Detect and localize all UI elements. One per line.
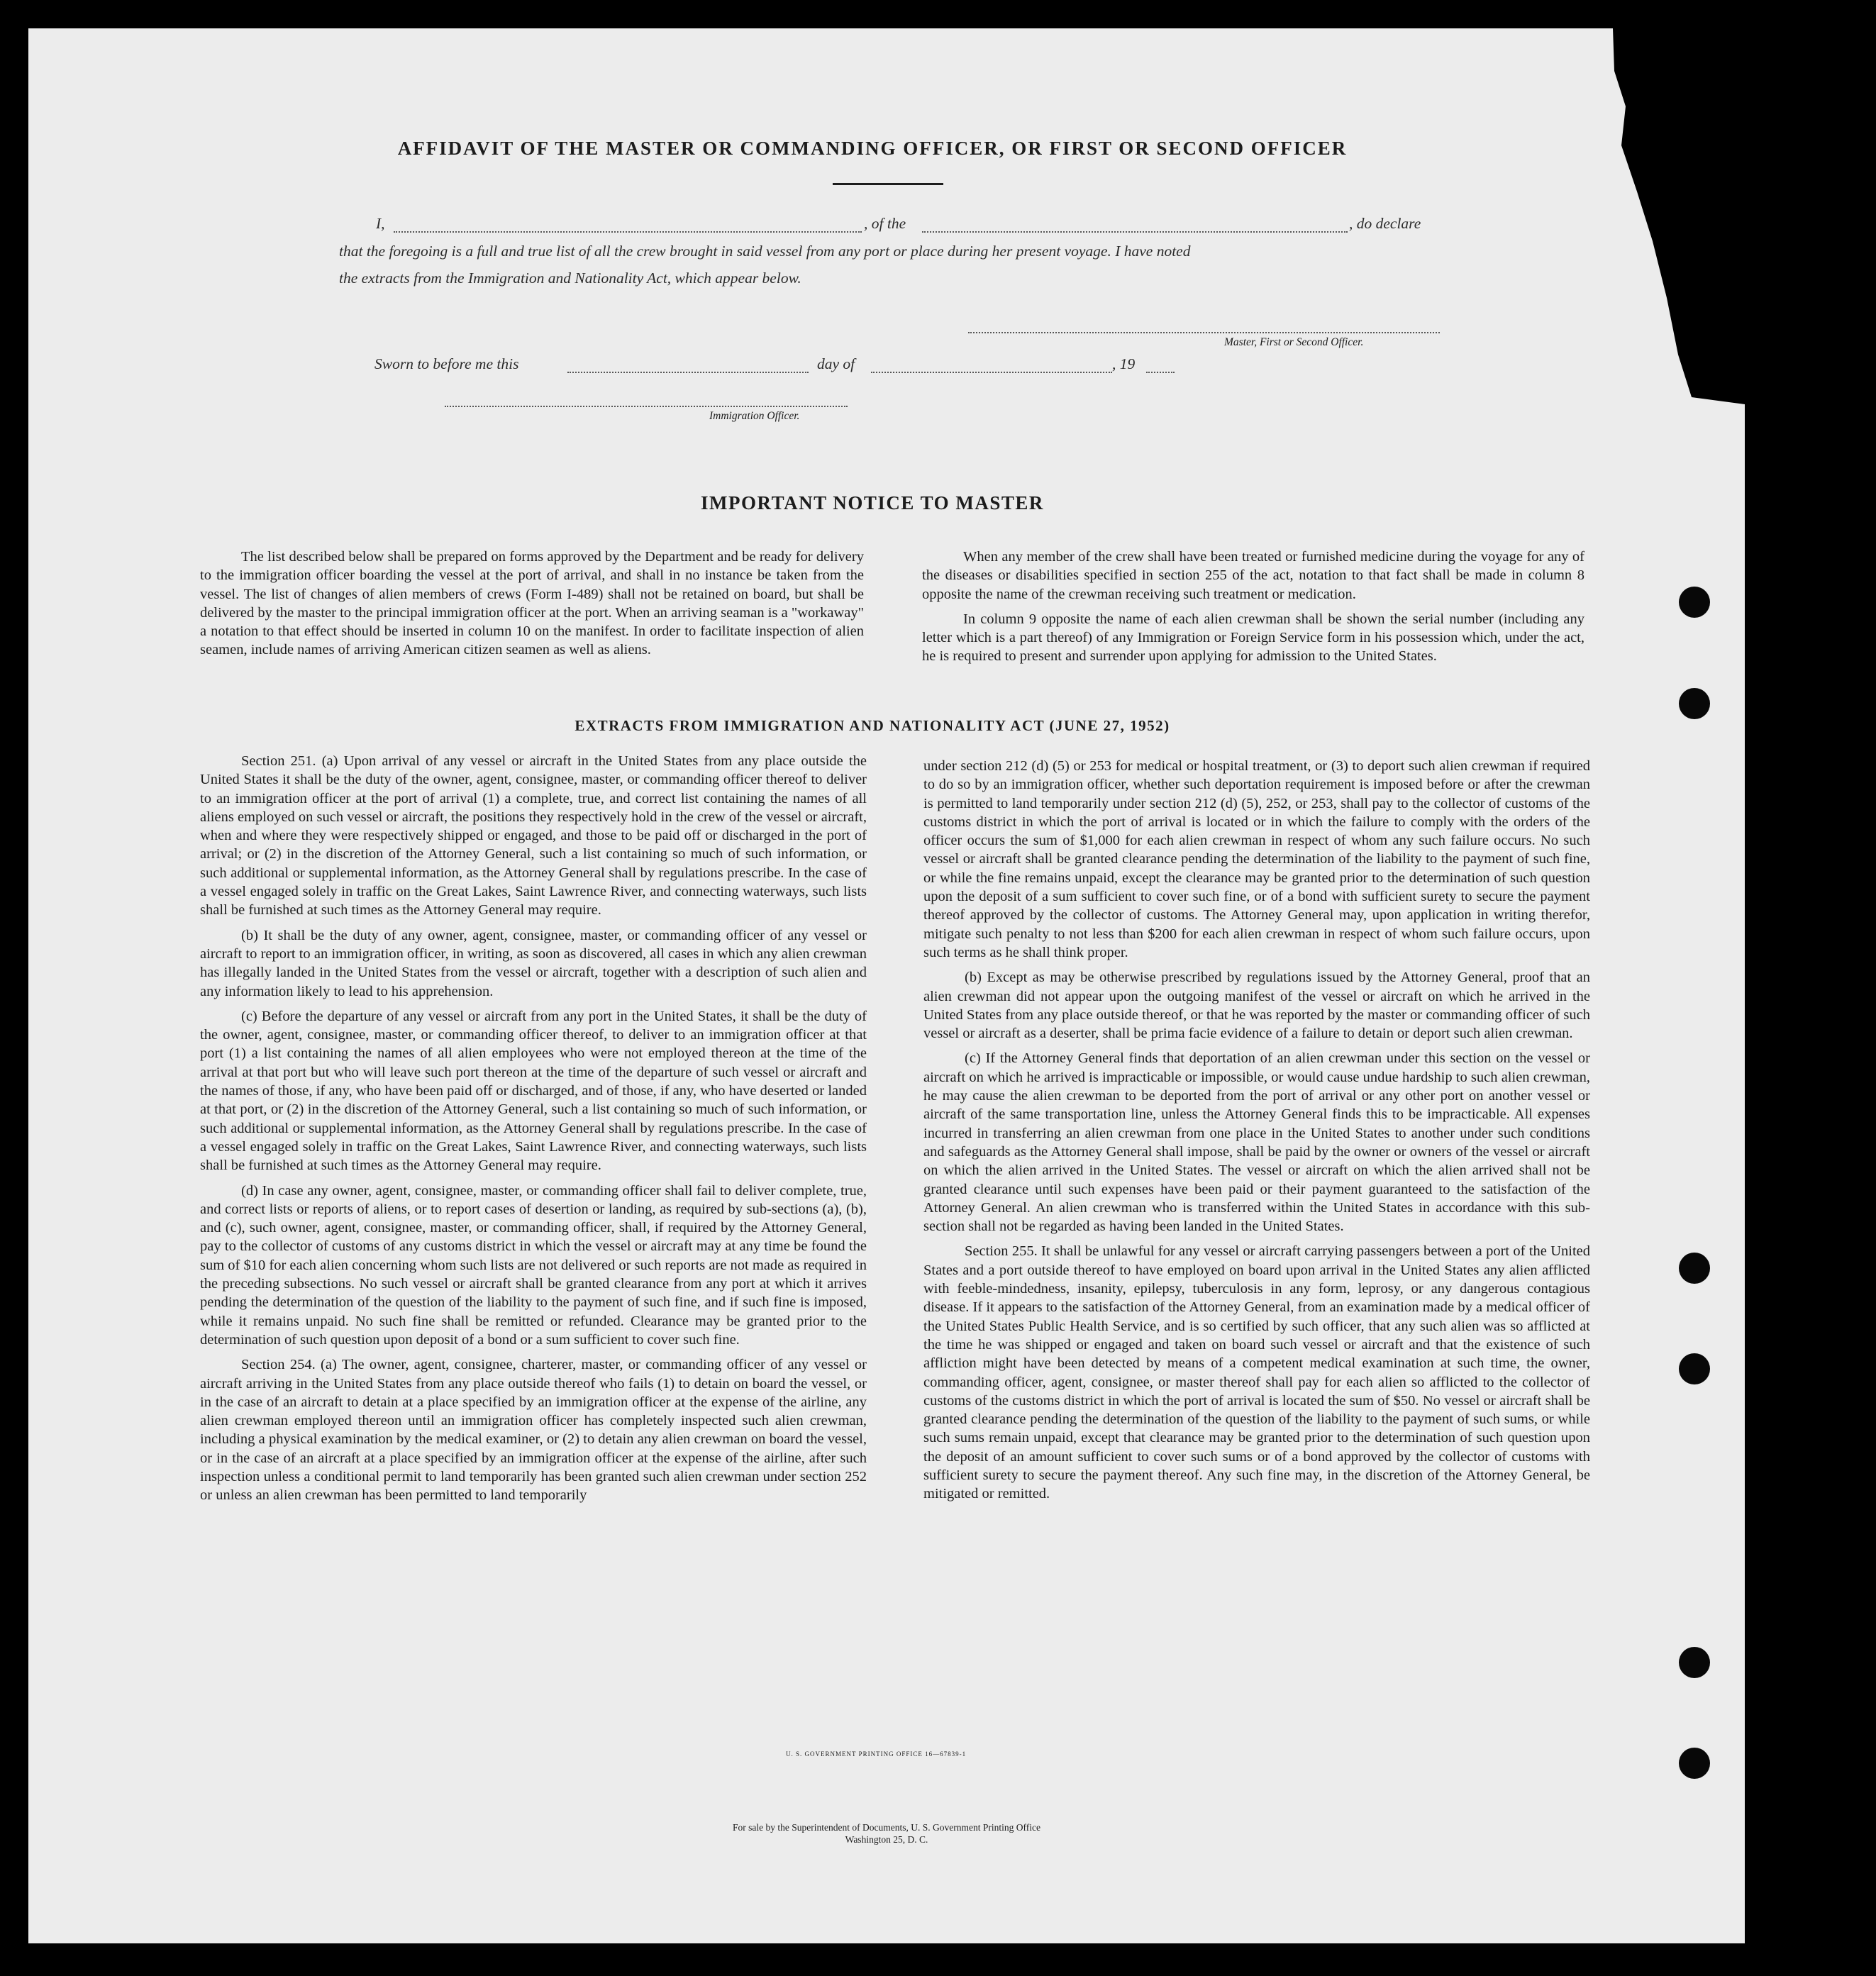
sworn-label: Sworn to before me this: [374, 355, 519, 372]
declaration-line-2: that the foregoing is a full and true list of all the crew brought in said vessel from any port or place during her present voyage. I have noted: [339, 243, 1191, 260]
act-paragraph: under section 212 (d) (5) or 253 for medical or hospital treatment, or (3) to deport such alien crewman if required to do so by an immigration officer, whether such deportation requirement is imposed before or after the crewman is permitted to land temporarily under section 212 (d) (5), 252, or 253, shall pay to the collector of customs of the customs district in which the port of arrival is located or in which the failure to comply with the orders of the officer occurs the sum of $1,000 for each alien crewman in respect of whom any such failure occurs. No such vessel or aircraft shall be granted clearance pending the determination of the liability to the payment of such fine, or while the fine remains unpaid, except the clearance may be granted prior to the determination of such question upon the deposit of a sum sufficient to cover such fine, or of a bond with sufficient surety to secure the payment thereof approved by the collector of customs. The Attorney General may, upon application in writing therefor, mitigate such penalty to not less than $200 for each alien crewman in respect of whom such failure occurs, upon such terms as he shall think proper.: [923, 758, 1590, 960]
binder-hole: [1679, 1353, 1710, 1384]
name-line: [394, 231, 862, 233]
binder-hole: [1679, 1647, 1710, 1678]
extracts-right-column: [923, 757, 1590, 1510]
act-paragraph: (c) If the Attorney General finds that deportation of an alien crewman under this section on the vessel or aircraft on which he arrived is impracticable or impossible, or would cause undue hardship to such alien crewman, he may cause the alien crewman to be deported from the port of arrival or any other port on another vessel or aircraft of the same transportation line, unless the Attorney General finds this to be impracticable. All expenses incurred in transferring an alien crewman from one place in the United States to another under such conditions and safeguards as the Attorney General shall impose, shall be paid by the owner or owners of the vessel or aircraft on which the alien arrived in the United States. The vessel or aircraft on which the alien arrived shall not be granted clearance until such expenses have been paid or their payment guaranteed to the satisfaction of the Attorney General. An alien crewman who is transferred within the United States in accordance with this sub-section shall not be regarded as having been landed in the United States.: [923, 1050, 1590, 1235]
binder-hole: [1679, 1253, 1710, 1284]
declare-of-label: , of the: [864, 215, 906, 232]
notice-title: IMPORTANT NOTICE TO MASTER: [701, 492, 1044, 514]
act-paragraph: (d) In case any owner, agent, consignee, master, or commanding officer shall fail to deliver complete, true, and correct lists or reports of aliens, or to report cases of desertion or landing, as required by sub-sections (a), (b), and (c), such owner, agent, consignee, master, or commanding officer, shall, if required by the Attorney General, pay to the collector of customs of any customs district in which the vessel or aircraft may at any time be found the sum of $10 for each alien concerning whom such lists are not delivered or such reports are not made as required in the preceding subsections. No such vessel or aircraft shall be granted clearance from any port at which it arrives pending the determination of the question of the liability to the payment of such fine, and if such fine is imposed, while it remains unpaid. No such fine shall be remitted or refunded. Clearance may be granted prior to the determination of such question upon deposit of a bond or a sum sufficient to cover such fine.: [200, 1182, 867, 1348]
year-label: , 19: [1112, 355, 1136, 372]
officer-caption: Immigration Officer.: [709, 410, 800, 422]
extracts-left-column: [200, 752, 867, 1511]
master-caption: Master, First or Second Officer.: [1224, 336, 1364, 348]
binder-hole: [1679, 688, 1710, 719]
act-paragraph: Section 255. It shall be unlawful for any vessel or aircraft carrying passengers between a port of the United States and a port outside thereof to have employed on board upon arrival in the United States any alien afflicted with feeble-mindedness, insanity, epilepsy, tuberculosis in any form, leprosy, or any dangerous contagious disease. If it appears to the satisfaction of the Attorney General, from an examination made by a medical officer of the United States Public Health Service, and is so certified by such officer, that any such alien was so afflicted at the time he was shipped or engaged and taken on board such vessel or aircraft and that the existence of such affliction might have been detected by means of a competent medical examination at such time, the owner, commanding officer, agent, consignee, or master thereof shall pay for each alien so afflicted to the collector of customs of the customs district in which the port of arrival is located the sum of $50. No vessel or aircraft shall be granted clearance pending the determination of the question of the liability to the payment of such sums, or while such sums remain unpaid, except that clearance may be granted prior to the determination of such question upon the deposit of an amount sufficient to cover such sums or of a bond approved by the collector of customs with sufficient surety to secure the payment thereof. Any such fine may, in the discretion of the Attorney General, be mitigated or remitted.: [923, 1243, 1590, 1502]
notice-left-column: [200, 548, 864, 666]
declare-i-label: I,: [376, 215, 385, 232]
act-paragraph: (b) It shall be the duty of any owner, agent, consignee, master, or commanding officer of any vessel or aircraft to report to an immigration officer, in writing, as soon as discovered, all cases in which any alien crewman has illegally landed in the United States from the vessel or aircraft, together with a description of such alien and any information likely to lead to his apprehension.: [200, 927, 867, 999]
title-rule: [833, 183, 943, 185]
notice-paragraph: In column 9 opposite the name of each alien crewman shall be shown the serial number (including any letter which is a part thereof) of any Immigration or Foreign Service form in his possession which, under the act, he is required to present and surrender upon applying for admission to the United States.: [922, 611, 1584, 665]
master-signature-line: [968, 332, 1440, 333]
sale-notice: [638, 1821, 1135, 1845]
notice-right-column: [922, 548, 1584, 672]
binder-hole: [1679, 587, 1710, 618]
sworn-month-line: [871, 372, 1112, 373]
declare-label: , do declare: [1349, 215, 1421, 232]
extracts-title: EXTRACTS FROM IMMIGRATION AND NATIONALITY ACT (JUNE 27, 1952): [575, 717, 1170, 734]
sale-line-1: For sale by the Superintendent of Documents, U. S. Government Printing Office: [733, 1822, 1040, 1833]
act-paragraph: (c) Before the departure of any vessel or aircraft from any port in the United States, it shall be the duty of the owner, agent, consignee, master, or commanding officer thereof, to deliver to an immigration officer at that port (1) a list containing the names of all alien employees who were not employed thereon at the time of the arrival at that port but who will leave such port thereon at the time of the departure of such vessel or aircraft and the names of those, if any, who have been paid off or discharged, and of those, if any, who have deserted or landed at that port, or (2) in the discretion of the Attorney General, such a list containing so much of such information, or such additional or supplemental information, as the Attorney General shall by regulations prescribe. In the case of a vessel engaged solely in traffic on the Great Lakes, Saint Lawrence River, and connecting waterways, such lists shall be furnished at such times as the Attorney General may require.: [200, 1008, 867, 1174]
sale-line-2: Washington 25, D. C.: [845, 1834, 928, 1845]
officer-signature-line: [445, 406, 848, 407]
printer-imprint: U. S. GOVERNMENT PRINTING OFFICE 16—67839-1: [786, 1750, 967, 1758]
act-paragraph: (b) Except as may be otherwise prescribed by regulations issued by the Attorney General, proof that an alien crewman did not appear upon the outgoing manifest of the vessel or aircraft on which he arrived in the United States from any place outside thereof, or that he was reported by the master or commanding officer of such vessel or aircraft as a deserter, shall be prima facie evidence of a failure to detain or deport such alien crewman.: [923, 970, 1590, 1042]
notice-paragraph: The list described below shall be prepared on forms approved by the Department and be ready for delivery to the immigration officer boarding the vessel at the port of arrival, and shall in no instance be taken from the vessel. The list of changes of alien members of crews (Form I-489) shall not be retained on board, but shall be delivered by the master to the principal immigration officer at the port. When an arriving seaman is a "workaway" a notation to that effect should be inserted in column 10 on the manifest. In order to facilitate inspection of alien seamen, include names of arriving American citizen seamen as well as aliens.: [200, 549, 864, 658]
declaration-line-3: the extracts from the Immigration and Nationality Act, which appear below.: [339, 270, 801, 287]
notice-paragraph: When any member of the crew shall have been treated or furnished medicine during the voyage for any of the diseases or disabilities specified in section 255 of the act, notation to that fact shall be made in column 8 opposite the name of the crewman receiving such treatment or medication.: [922, 549, 1584, 602]
act-paragraph: Section 254. (a) The owner, agent, consignee, charterer, master, or commanding officer of any vessel or aircraft arriving in the United States from any place outside thereof who fails (1) to detain on board the vessel, or in the case of an aircraft to detain at a place specified by an immigration officer at the expense of the airline, any alien crewman employed thereon until an immigration officer has completely inspected such alien crewman, including a physical examination by the medical examiner, or (2) to detain any alien crewman on board the vessel, or in the case of an aircraft at a place specified by an immigration officer at the expense of the airline, after such inspection unless a conditional permit to land temporarily has been granted such alien crewman under section 252 or unless an alien crewman has been permitted to land temporarily: [200, 1357, 867, 1504]
sworn-year-line: [1146, 372, 1175, 373]
act-paragraph: Section 251. (a) Upon arrival of any vessel or aircraft in the United States from any place outside the United States it shall be the duty of the owner, agent, consignee, master, or commanding officer thereof to deliver to an immigration officer at the port of arrival (1) a complete, true, and correct list containing the names of all aliens employed on such vessel or aircraft, the positions they respectively hold in the crew of the vessel or aircraft, when and where they were respectively shipped or engaged, and those to be paid off or discharged in the port of arrival; or (2) in the discretion of the Attorney General, such a list containing so much of such information, or such additional or supplemental information, as the Attorney General shall by regulations prescribe. In the case of a vessel engaged solely in traffic on the Great Lakes, Saint Lawrence River, and connecting waterways, such lists shall be furnished at such times as the Attorney General may require.: [200, 753, 867, 918]
sworn-day-line: [567, 372, 809, 373]
day-of-label: day of: [817, 355, 855, 372]
affidavit-title: AFFIDAVIT OF THE MASTER OR COMMANDING OFFICER, OR FIRST OR SECOND OFFICER: [397, 138, 1348, 159]
binder-hole: [1679, 1748, 1710, 1779]
vessel-line: [922, 231, 1348, 233]
